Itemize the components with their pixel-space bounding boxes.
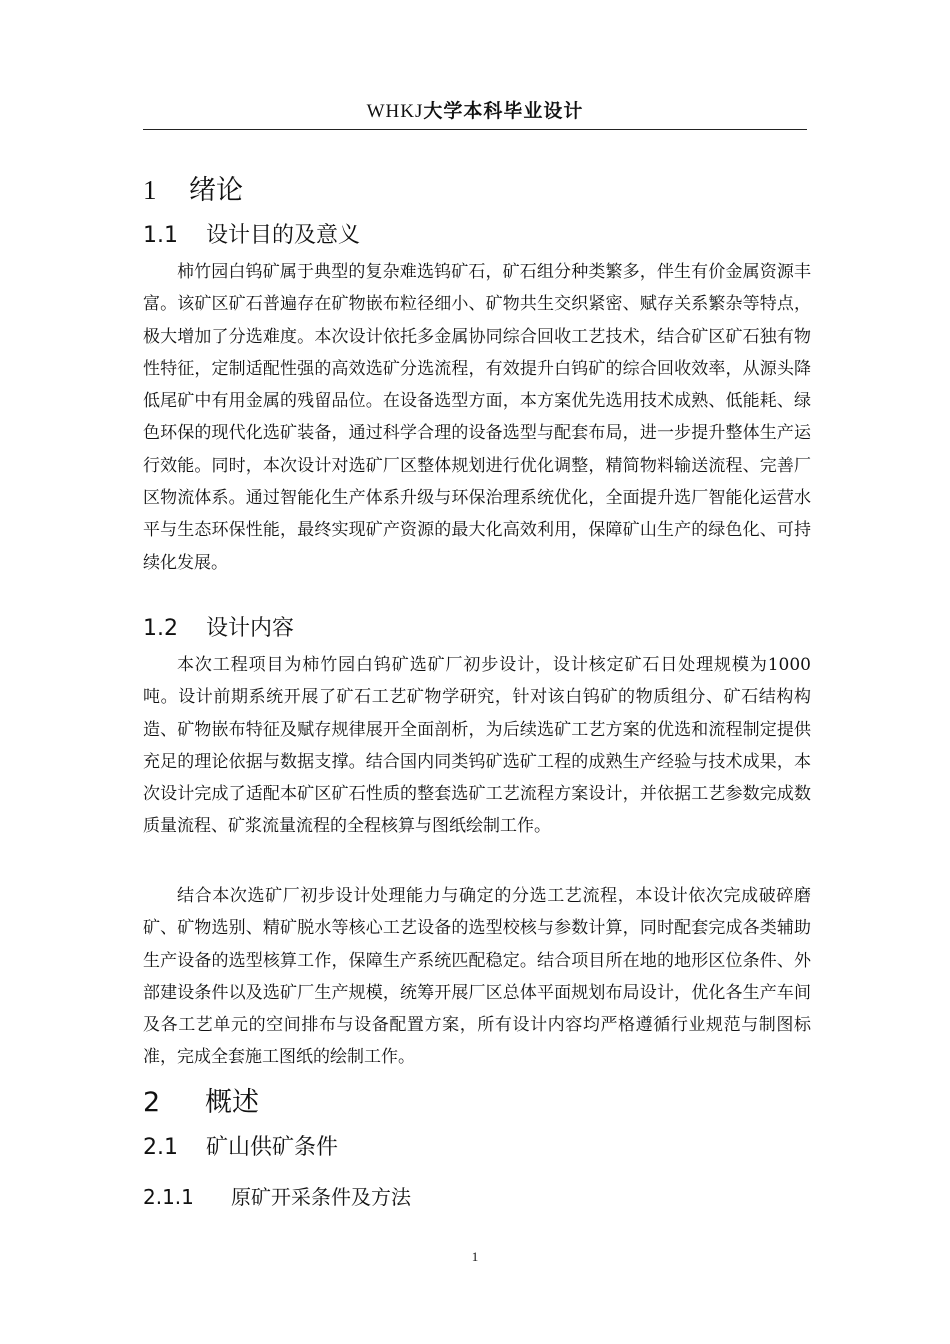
chapter-title: 绪论	[189, 175, 243, 206]
chapter-heading-2	[143, 1080, 259, 1119]
paragraph-design-content-1: 本次工程项目为柿竹园白钨矿选矿厂初步设计，设计核定矿石日处理规模为1000吨。设计前期系统开展了矿石工艺矿物学研究，针对该白钨矿的物质组分、矿石结构构造、矿物嵌布特征及赋存规律展开全面剖析，为后续选矿工艺方案的优选和流程制定提供充足的理论依据与数据支撑。结合国内同类钨矿选矿工程的成熟生产经验与技术成果，本次设计完成了适配本矿区矿石性质的整套选矿工艺流程方案设计，并依据工艺参数完成数质量流程、矿浆流量流程的全程核算与图纸绘制工作。	[143, 655, 811, 837]
page-number: 1	[471, 1249, 479, 1264]
section-heading-1-1	[143, 218, 360, 249]
section-title: 设计目的及意义	[206, 223, 361, 248]
section-title: 矿山供矿条件	[206, 1135, 339, 1160]
section-number: 2.1	[143, 1135, 178, 1160]
section-heading-1-2	[143, 611, 294, 642]
header-divider	[143, 129, 807, 130]
header-title-text: 大学本科毕业设计	[423, 100, 584, 122]
paragraph-design-content-2: 结合本次选矿厂初步设计处理能力与确定的分选工艺流程，本设计依次完成破碎磨矿、矿物选别、精矿脱水等核心工艺设备的选型校核与参数计算，同时配套完成各类辅助生产设备的选型核算工作，保障生产系统匹配稳定。结合项目所在地的地形区位条件、外部建设条件以及选矿厂生产规模，统筹开展厂区总体平面规划布局设计，优化各生产车间及各工艺单元的空间排布与设备配置方案，所有设计内容均严格遵循行业规范与制图标准，完成全套施工图纸的绘制工作。	[143, 886, 811, 1068]
subsection-number: 2.1.1	[143, 1185, 194, 1209]
chapter-title: 概述	[205, 1087, 259, 1118]
page-header	[0, 96, 950, 123]
section-heading-2-1	[143, 1130, 338, 1161]
header-latin-text: WHKJ	[366, 101, 424, 122]
chapter-heading-1	[143, 168, 243, 207]
chapter-number: 2	[143, 1087, 161, 1118]
section-number: 1.2	[143, 616, 178, 641]
chapter-number: 1	[143, 175, 157, 205]
subsection-heading-2-1-1	[143, 1181, 411, 1210]
section-title: 设计内容	[206, 616, 295, 641]
paragraph-design-purpose: 柿竹园白钨矿属于典型的复杂难选钨矿石，矿石组分种类繁多，伴生有价金属资源丰富。该矿区矿石普遍存在矿物嵌布粒径细小、矿物共生交织紧密、赋存关系繁杂等特点，极大增加了分选难度。本次设计依托多金属协同综合回收工艺技术，结合矿区矿石独有物性特征，定制适配性强的高效选矿分选流程，有效提升白钨矿的综合回收效率，从源头降低尾矿中有用金属的残留品位。在设备选型方面，本方案优先选用技术成熟、低能耗、绿色环保的现代化选矿装备，通过科学合理的设备选型与配套布局，进一步提升整体生产运行效能。同时，本次设计对选矿厂区整体规划进行优化调整，精简物料输送流程、完善厂区物流体系。通过智能化生产体系升级与环保治理系统优化，全面提升选厂智能化运营水平与生态环保性能，最终实现矿产资源的最大化高效利用，保障矿山生产的绿色化、可持续化发展。	[143, 262, 811, 573]
subsection-title: 原矿开采条件及方法	[231, 1185, 411, 1209]
section-number: 1.1	[143, 223, 178, 248]
